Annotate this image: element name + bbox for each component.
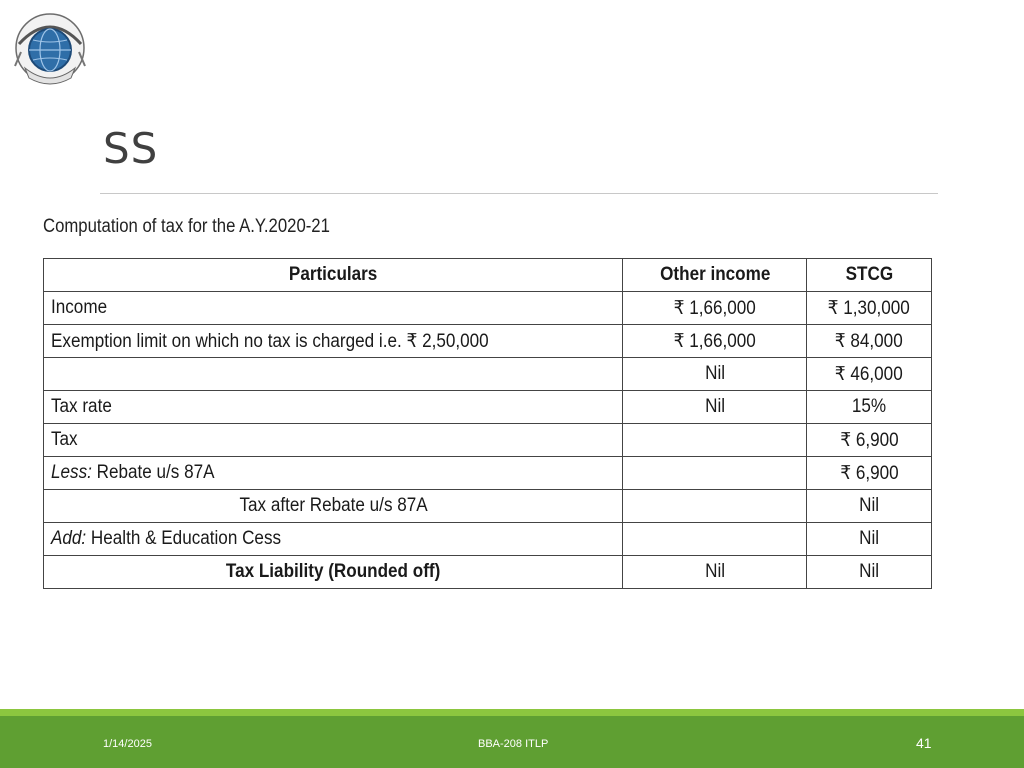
table-row bbox=[44, 391, 932, 424]
row-other-income bbox=[623, 457, 807, 490]
university-emblem-logo bbox=[11, 8, 89, 86]
slide-number: 41 bbox=[916, 735, 932, 751]
row-other-income bbox=[623, 490, 807, 523]
row-particular: Tax rate bbox=[44, 391, 623, 424]
row-particular bbox=[44, 358, 623, 391]
header-particulars: Particulars bbox=[44, 259, 623, 292]
row-particular: Exemption limit on which no tax is charged i.e. ₹ 2,50,000 bbox=[44, 325, 623, 358]
table-caption: Computation of tax for the A.Y.2020-21 bbox=[43, 216, 330, 237]
row-particular: Less: Rebate u/s 87A bbox=[44, 457, 623, 490]
table-row bbox=[44, 523, 932, 556]
table-row bbox=[44, 325, 932, 358]
row-particular: Tax Liability (Rounded off) bbox=[44, 556, 623, 589]
table-row bbox=[44, 292, 932, 325]
row-other-income: Nil bbox=[623, 556, 807, 589]
row-other-income bbox=[623, 424, 807, 457]
row-other-income: Nil bbox=[623, 391, 807, 424]
row-particular: Tax after Rebate u/s 87A bbox=[44, 490, 623, 523]
row-particular: Income bbox=[44, 292, 623, 325]
row-other-income: Nil bbox=[623, 358, 807, 391]
row-stcg: ₹ 46,000 bbox=[807, 358, 932, 391]
row-particular: Add: Health & Education Cess bbox=[44, 523, 623, 556]
row-stcg: ₹ 84,000 bbox=[807, 325, 932, 358]
row-stcg: ₹ 6,900 bbox=[807, 424, 932, 457]
slide-title: SS bbox=[103, 124, 159, 173]
table-row bbox=[44, 358, 932, 391]
row-stcg: Nil bbox=[807, 490, 932, 523]
tax-computation-table bbox=[43, 258, 932, 589]
row-other-income: ₹ 1,66,000 bbox=[623, 325, 807, 358]
row-stcg: Nil bbox=[807, 556, 932, 589]
header-other-income: Other income bbox=[623, 259, 807, 292]
footer-course: BBA-208 ITLP bbox=[478, 738, 549, 750]
row-particular: Tax bbox=[44, 424, 623, 457]
row-stcg: 15% bbox=[807, 391, 932, 424]
header-stcg: STCG bbox=[807, 259, 932, 292]
table-row-total bbox=[44, 556, 932, 589]
table-row bbox=[44, 490, 932, 523]
row-other-income bbox=[623, 523, 807, 556]
row-other-income: ₹ 1,66,000 bbox=[623, 292, 807, 325]
row-stcg: ₹ 1,30,000 bbox=[807, 292, 932, 325]
table-row bbox=[44, 424, 932, 457]
table-row bbox=[44, 457, 932, 490]
title-divider bbox=[100, 193, 938, 194]
footer-date: 1/14/2025 bbox=[103, 738, 152, 750]
footer-accent-stripe bbox=[0, 709, 1024, 716]
row-stcg: ₹ 6,900 bbox=[807, 457, 932, 490]
table-header-row bbox=[44, 259, 932, 292]
row-stcg: Nil bbox=[807, 523, 932, 556]
